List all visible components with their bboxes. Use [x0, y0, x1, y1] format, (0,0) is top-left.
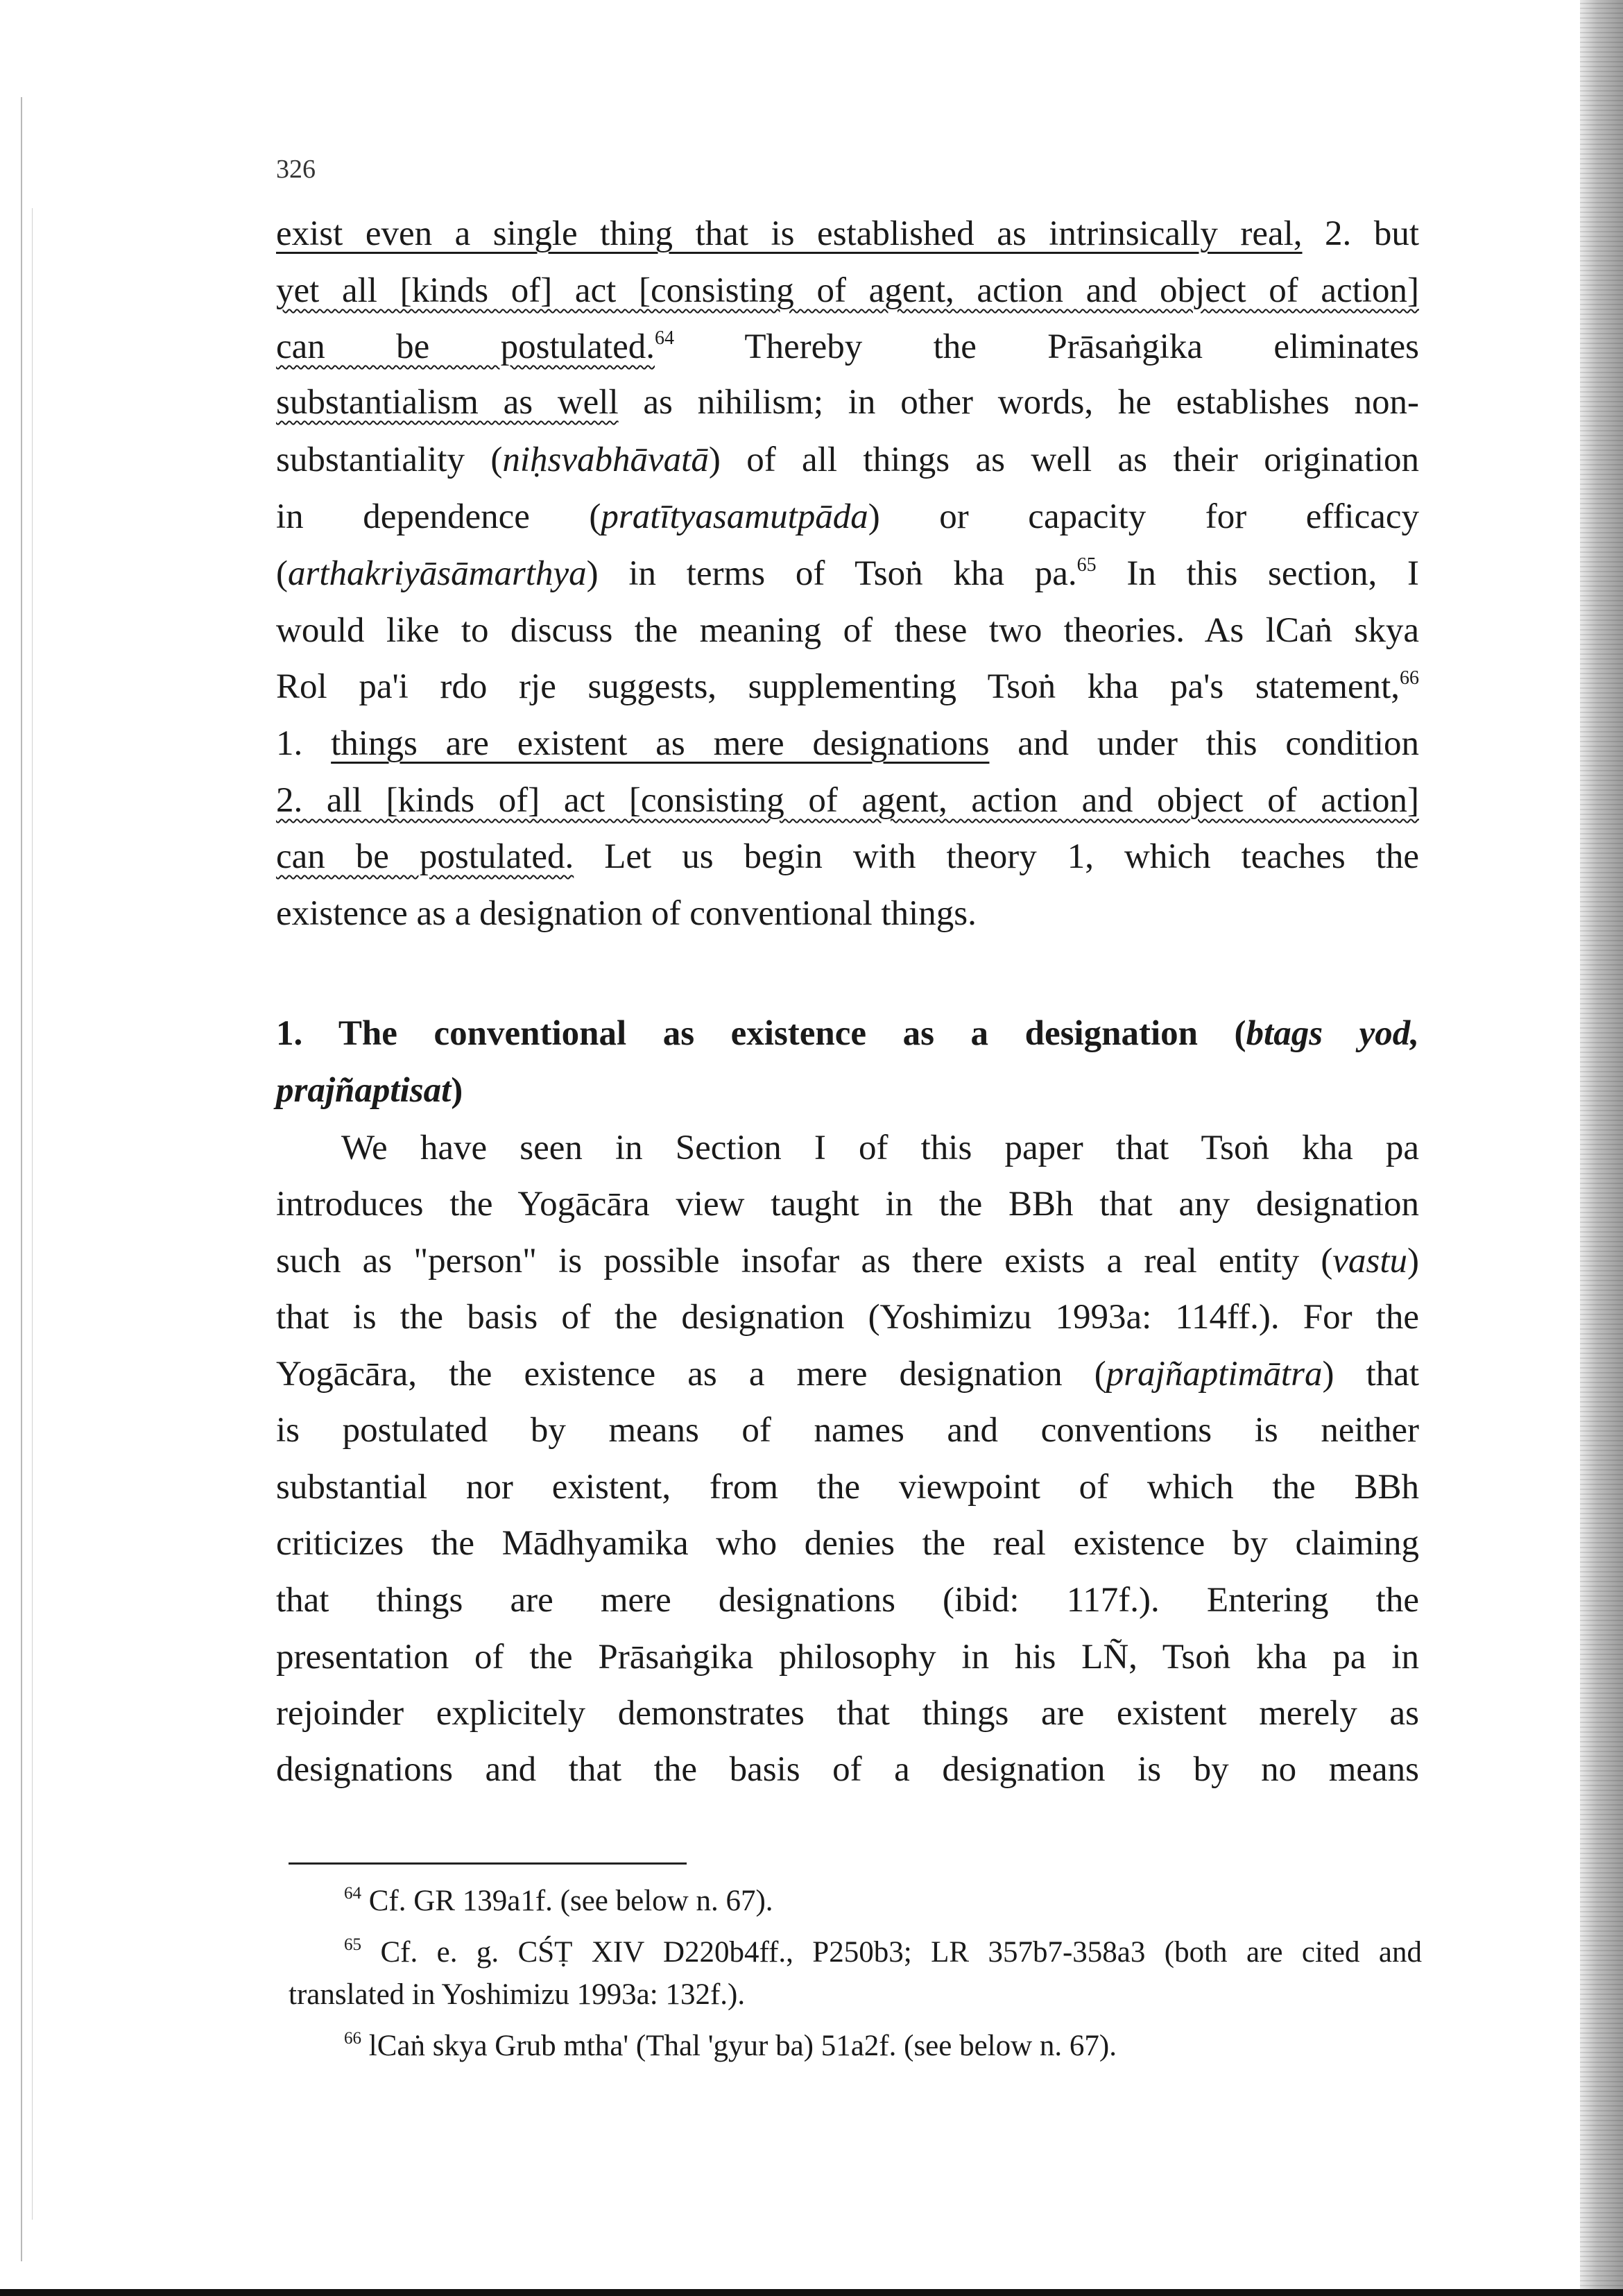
line-text: such as "person" is possible insofar as there exists a real entity ( [276, 1242, 1333, 1280]
text-line: existence as a designation of conventional things. [276, 894, 977, 933]
wavy-underlined-text: yet all [kinds of] act [consisting of agent, action and object of action] [276, 271, 1419, 310]
text-line [276, 213, 1419, 255]
text-line [276, 382, 1419, 423]
text-line: would like to discuss the meaning of these two theories. As lCaṅ skya [276, 611, 1419, 650]
footnote-text: lCaṅ skya Grub mtha' (Thal 'gyur ba) 51a2f. (see below n. 67). [368, 2030, 1117, 2062]
line-text: ) that [1322, 1355, 1419, 1394]
line-text: and under this condition [989, 724, 1419, 763]
footnote-ref: 65 [1076, 554, 1097, 576]
line-text: 2. but [1302, 214, 1420, 253]
heading-text: 1. The conventional as existence as a designation ( [276, 1014, 1246, 1053]
text-line [276, 1240, 1419, 1282]
sanskrit-term: niḥsvabhāvatā [502, 440, 709, 479]
text-line [276, 439, 1419, 481]
wavy-underlined-text: can be postulated. [276, 327, 655, 366]
text-line [276, 1353, 1419, 1395]
scan-edge [1580, 0, 1623, 2296]
footnote-continuation: translated in Yoshimizu 1993a: 132f.). [289, 1978, 746, 2011]
line-text: ) of all things as well as their origination [708, 440, 1420, 479]
footnote-number: 64 [344, 1884, 361, 1903]
footnote-ref: 64 [654, 327, 674, 349]
footnote [344, 1935, 1422, 1971]
line-text: Rol pa'i rdo rje suggests, supplementing Tsoṅ kha pa's statement, [276, 667, 1400, 706]
footnote-number: 65 [344, 1935, 361, 1954]
wavy-underlined-text: can be postulated. [276, 837, 574, 876]
sanskrit-term: arthakriyāsāmarthya [287, 554, 587, 593]
sanskrit-term: pratītyasamutpāda [601, 497, 868, 536]
heading-term: btags yod, [1246, 1014, 1419, 1053]
footnote-divider [289, 1862, 687, 1865]
binding-edge-line [21, 97, 22, 2261]
wavy-underlined-text: substantialism as well [276, 383, 619, 422]
footnote-text: Cf. GR 139a1f. (see below n. 67). [368, 1885, 773, 1917]
line-text: Thereby the Prāsaṅgika eliminates [673, 327, 1419, 366]
text-line: designations and that the basis of a designation is by no means [276, 1750, 1419, 1789]
text-line [276, 553, 1419, 594]
text-line: substantial nor existent, from the viewpoint of which the BBh [276, 1468, 1419, 1507]
footnote [344, 2028, 1117, 2064]
text-line [276, 496, 1419, 538]
sanskrit-term: vastu [1332, 1242, 1408, 1280]
footnote-text: Cf. e. g. CŚṬ XIV D220b4ff., P250b3; LR 357b7-358a3 (both are cited and [380, 1936, 1422, 1969]
footnote [344, 1883, 773, 1919]
section-heading [276, 1070, 1419, 1111]
line-text: substantiality ( [276, 440, 503, 479]
text-line [276, 723, 1419, 764]
heading-text: ) [451, 1071, 463, 1110]
text-line [276, 666, 1419, 708]
page-number: 326 [276, 155, 316, 184]
text-line: presentation of the Prāsaṅgika philosophy in his LÑ, Tsoṅ kha pa in [276, 1638, 1419, 1677]
text-line [276, 326, 1419, 368]
text-line: We have seen in Section I of this paper that Tsoṅ kha pa [341, 1129, 1419, 1167]
line-text: ) [1407, 1242, 1419, 1280]
text-line: introduces the Yogācāra view taught in the BBh that any designation [276, 1185, 1419, 1224]
sanskrit-term: prajñaptimātra [1106, 1355, 1323, 1394]
text-line: that is the basis of the designation (Yoshimizu 1993a: 114ff.). For the [276, 1298, 1419, 1337]
line-text: 1. [276, 724, 332, 763]
text-line: that things are mere designations (ibid: 117f.). Entering the [276, 1581, 1419, 1620]
underlined-text: things are existent as mere designations [331, 724, 990, 763]
wavy-underlined-text: 2. all [kinds of] act [consisting of agent, action and object of action] [276, 781, 1419, 820]
text-line [276, 780, 1419, 821]
line-text: Yogācāra, the existence as a mere designation ( [276, 1355, 1106, 1394]
heading-term: prajñaptisat [276, 1071, 452, 1110]
underlined-text: exist even a single thing that is established as intrinsically real, [276, 214, 1303, 253]
line-text: ( [276, 554, 288, 593]
text-line: rejoinder explicitely demonstrates that things are existent merely as [276, 1694, 1419, 1733]
text-line: criticizes the Mādhyamika who denies the real existence by claiming [276, 1524, 1419, 1563]
line-text: In this section, I [1096, 554, 1419, 593]
line-text: as nihilism; in other words, he establishes non- [618, 383, 1419, 422]
line-text: Let us begin with theory 1, which teaches the [574, 837, 1419, 876]
footnote-number: 66 [344, 2029, 361, 2048]
footnote-ref: 66 [1400, 667, 1419, 689]
section-heading [276, 1013, 1419, 1054]
text-line [276, 270, 1419, 311]
text-line [276, 836, 1419, 877]
scan-bottom-border [0, 2289, 1623, 2296]
binding-edge-line-secondary [32, 208, 33, 2220]
line-text: ) in terms of Tsoṅ kha pa. [586, 554, 1077, 593]
line-text: in dependence ( [276, 497, 601, 536]
text-line: is postulated by means of names and conventions is neither [276, 1411, 1419, 1450]
line-text: ) or capacity for efficacy [868, 497, 1419, 536]
